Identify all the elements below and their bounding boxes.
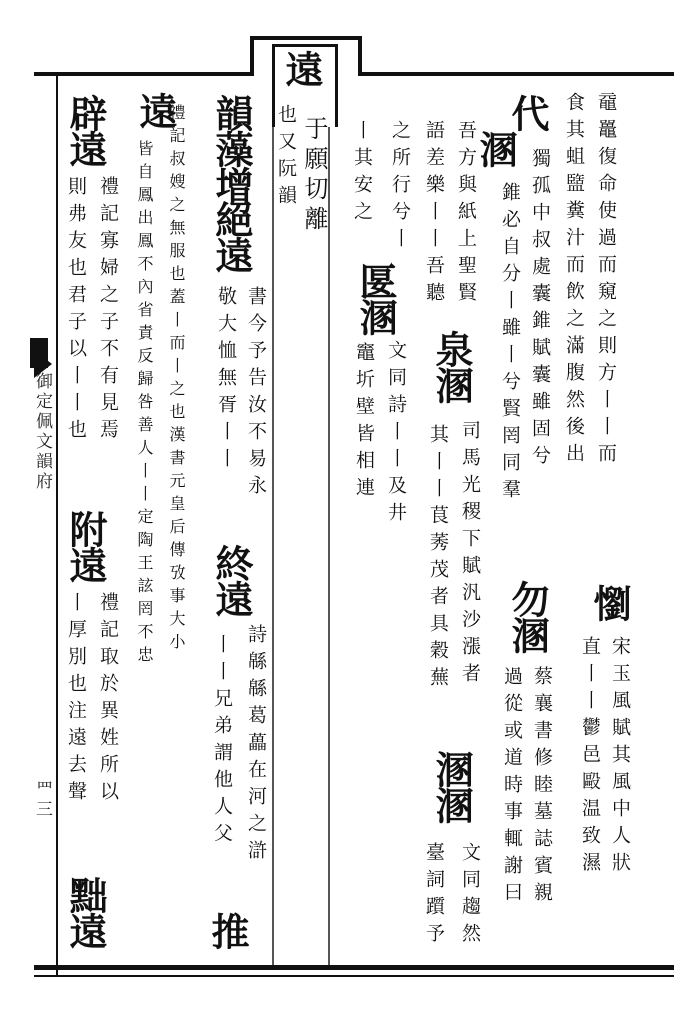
bottom-border-thin bbox=[34, 975, 674, 977]
head-entry: 韻藻增 bbox=[209, 94, 254, 202]
text-column: 蔡襄書修睦墓誌賓親 bbox=[531, 666, 553, 909]
text-column: 禮記取於異姓所以 bbox=[97, 592, 119, 808]
text-column: 獨孤中叔處囊錐賦囊雖固兮 bbox=[529, 148, 551, 472]
text-column: 直丨丨鬱邑毆温致濕 bbox=[579, 636, 601, 879]
head-entry: 遠 bbox=[133, 92, 178, 128]
head-entry: 辟遠 bbox=[63, 94, 108, 166]
text-column: 禮記寡婦之子不有見焉 bbox=[97, 176, 119, 446]
text-column: 文同詩丨丨及井 bbox=[385, 340, 407, 529]
text-column: 之所行兮丨 bbox=[389, 120, 411, 255]
text-column: 丨丨兄弟謂他人父 bbox=[211, 634, 233, 850]
text-column: 錐必自分丨雖丨兮賢罔同羣 bbox=[499, 182, 521, 506]
text-column: 丨厚別也注遠去聲 bbox=[65, 592, 87, 808]
text-column: 臺詞躓予 bbox=[423, 842, 445, 950]
text-column: 詩緜緜葛藟在河之滸 bbox=[245, 624, 267, 867]
left-border bbox=[56, 72, 58, 975]
text-column: 敬大恤無胥丨丨 bbox=[215, 286, 237, 475]
text-column: 語差樂丨丨吾聽 bbox=[423, 120, 445, 309]
head-entry: 懰 bbox=[587, 584, 632, 620]
header-head-char: 遠 bbox=[279, 50, 324, 86]
bottom-border bbox=[34, 965, 674, 970]
text-column: 書今予告汝不易永 bbox=[245, 286, 267, 502]
text-column: 黿鼉復命使過而窺之則方丨丨而 bbox=[595, 92, 617, 470]
text-column: 也又阮韻 bbox=[275, 104, 297, 212]
text-column: 過從或道時事輒謝曰 bbox=[501, 666, 523, 909]
text-column: 文同趨然 bbox=[459, 842, 481, 950]
text-column: 宋玉風賦其風中人狀 bbox=[609, 636, 631, 879]
head-entry: 絕遠 bbox=[209, 200, 254, 272]
head-entry: 代 bbox=[505, 94, 550, 130]
head-entry: 推 bbox=[205, 912, 250, 948]
text-column: 竈圻壁皆相連 bbox=[353, 342, 375, 504]
text-column: 吾方與紙上聖賢 bbox=[455, 120, 477, 309]
head-entry: 匽溷 bbox=[353, 262, 398, 334]
text-column: 司馬光稷下賦汎沙漲者 bbox=[459, 420, 481, 690]
head-entry: 黜遠 bbox=[63, 876, 108, 948]
head-entry: 勿溷 bbox=[505, 580, 550, 652]
margin-book-title: 御定佩文韻府 bbox=[32, 372, 52, 492]
text-column: 食其蛆盬糞汁而飲之滿腹然後出 bbox=[563, 92, 585, 470]
text-column: 丨其安之 bbox=[351, 120, 373, 228]
head-entry: 泉溷 bbox=[429, 330, 474, 402]
text-column: 皆自鳳出鳳不內省責反歸咎善人丨丨定陶王詃罔不忠 bbox=[135, 140, 154, 669]
text-column: 禮記叔嫂之無服也蓋丨而丨之也漢書元皇后傳攷事大小 bbox=[167, 104, 186, 656]
header-subtext: 于願切離 bbox=[300, 116, 328, 236]
margin-page-number: 罒三 bbox=[32, 780, 52, 820]
text-column: 則弗友也君子以丨丨也 bbox=[65, 176, 87, 446]
section-divider-2 bbox=[328, 120, 330, 965]
head-entry: 溷 bbox=[473, 130, 518, 166]
text-column: 其丨丨茛莠茂者具穀蕪 bbox=[427, 424, 449, 694]
head-entry: 終遠 bbox=[209, 544, 254, 616]
section-divider bbox=[272, 120, 274, 965]
head-entry: 溷溷 bbox=[429, 750, 474, 822]
head-entry: 附遠 bbox=[63, 510, 108, 582]
